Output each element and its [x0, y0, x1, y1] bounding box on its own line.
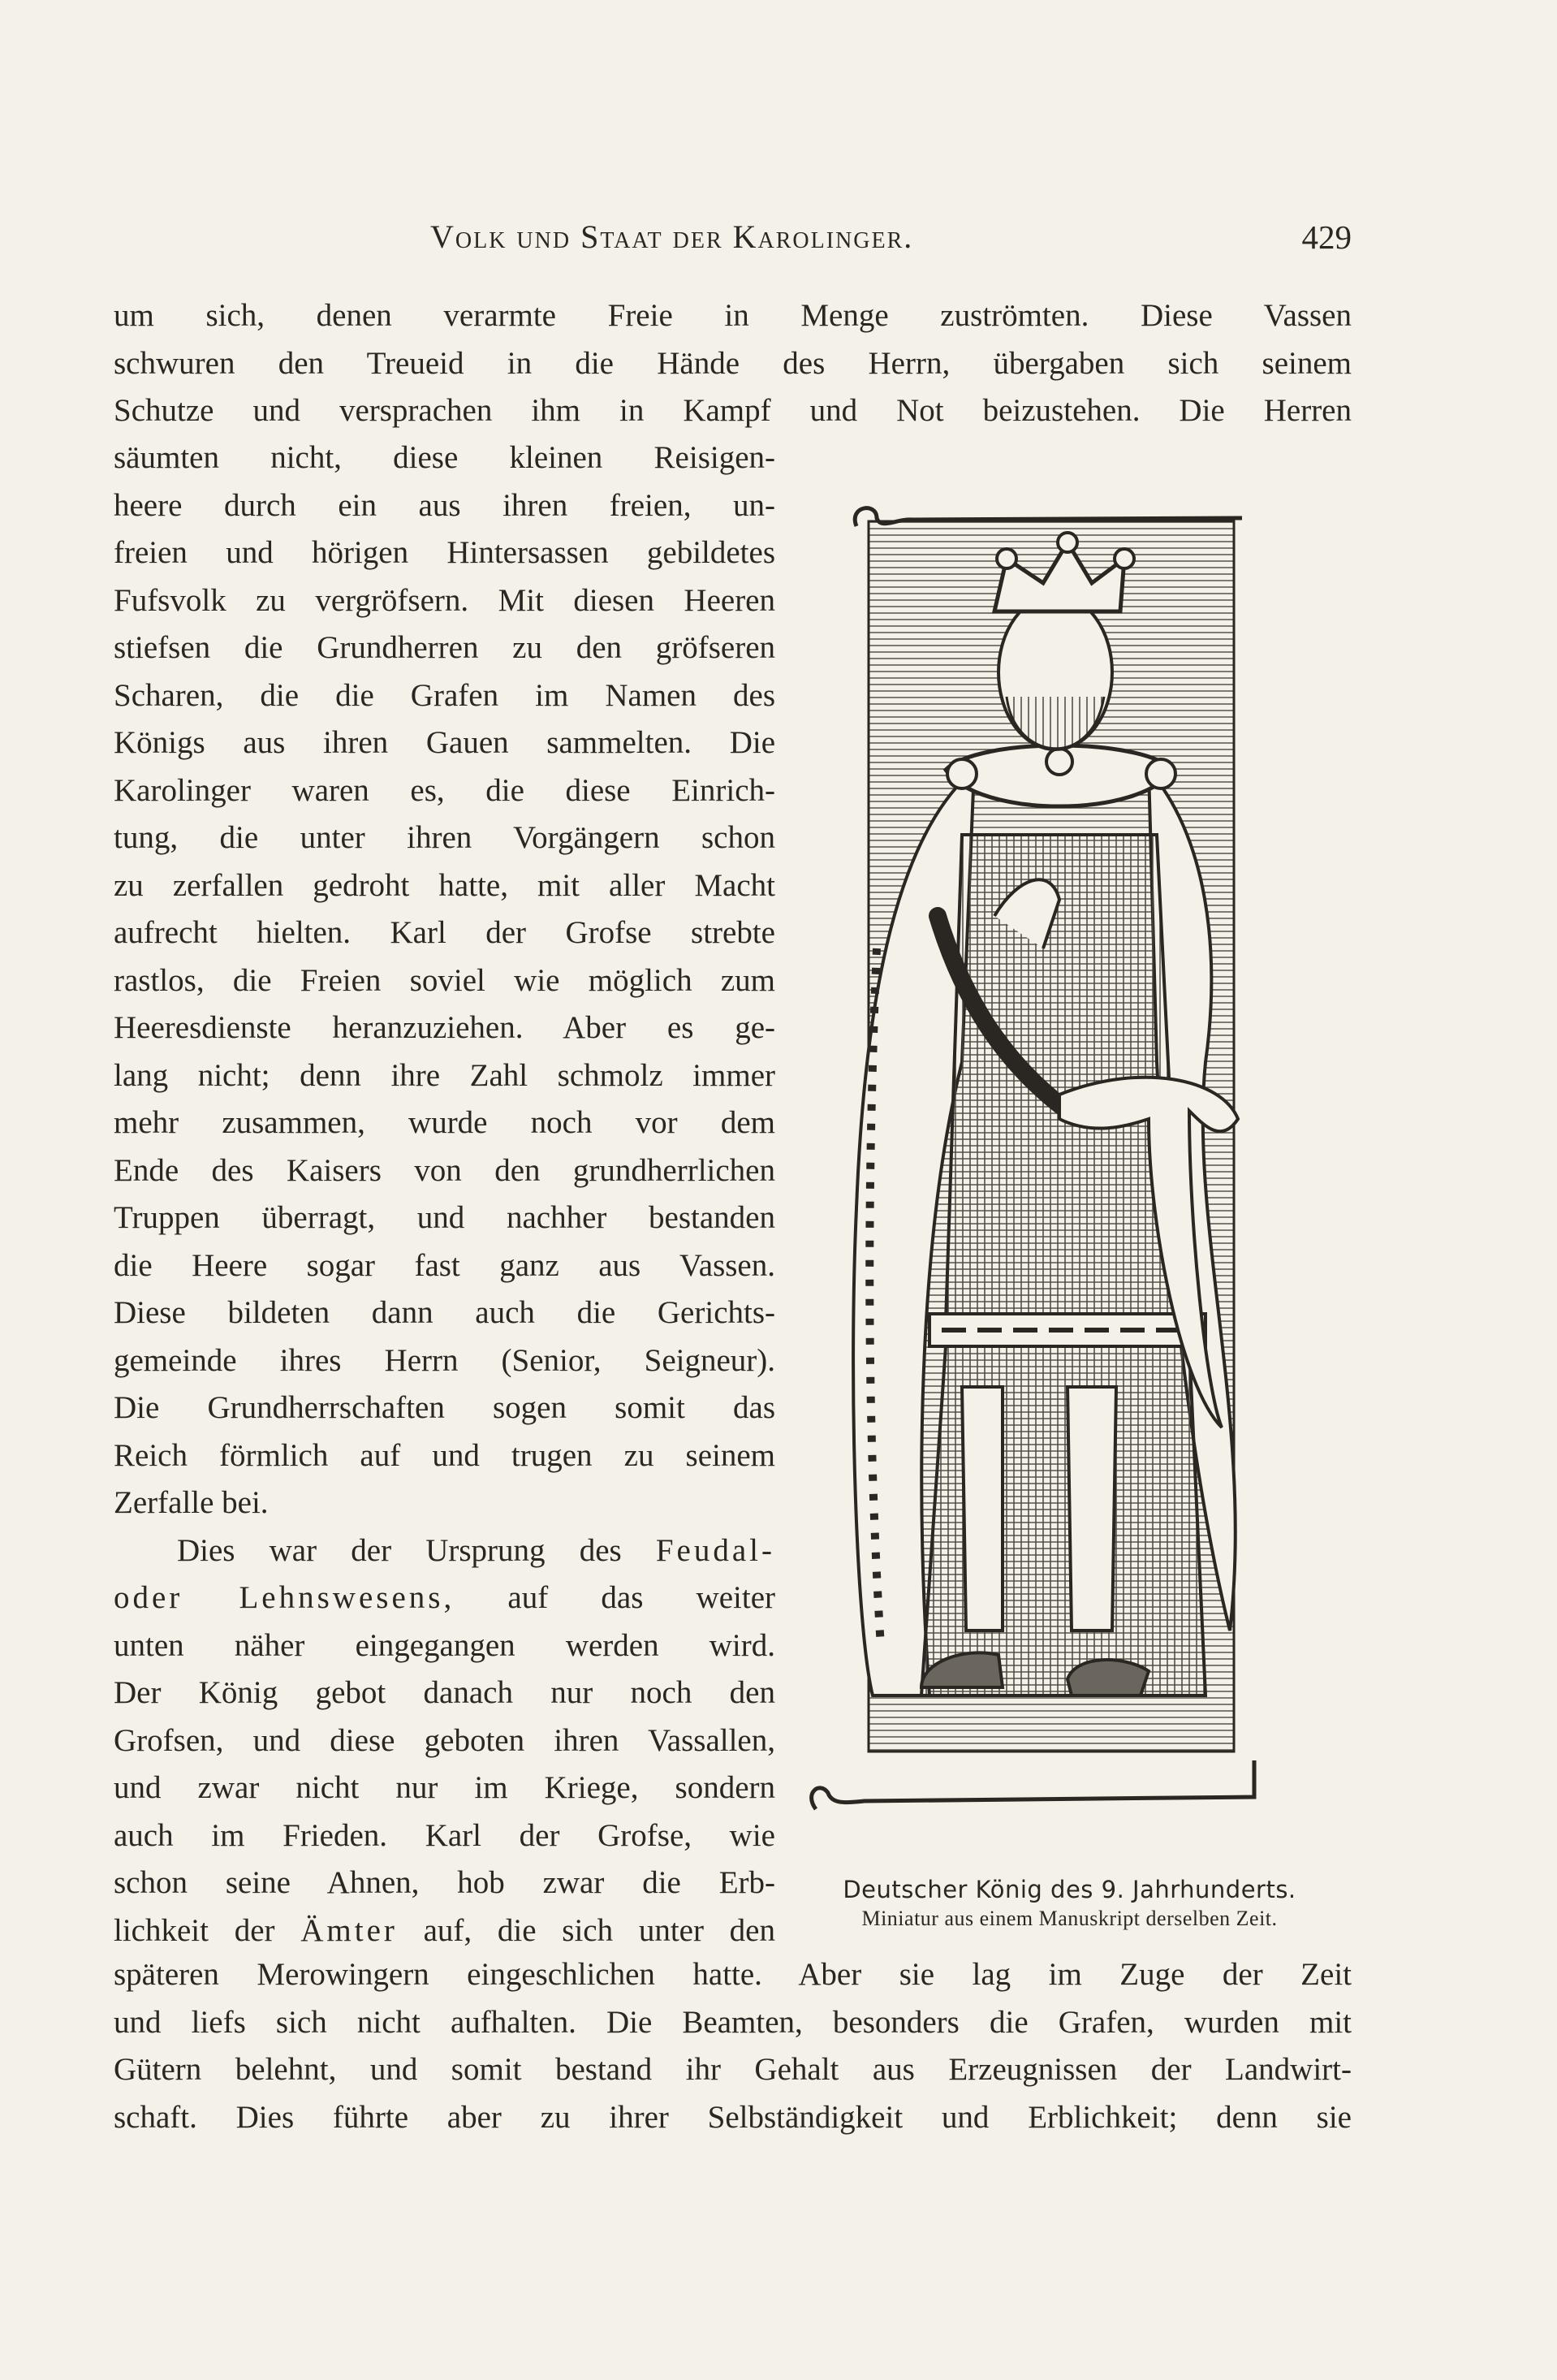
text-line: schwuren den Treueid in die Hände des Herrn, übergaben sich seinem [114, 345, 1352, 381]
text-line: schon seine Ahnen, hob zwar die Erb- [114, 1865, 775, 1900]
text-line: Karolinger waren es, die diese Einrich- [114, 772, 775, 808]
text-line: Gütern belehnt, und somit bestand ihr Gehalt aus Erzeugnissen der Landwirt- [114, 2052, 1352, 2087]
caption-source: Miniatur aus einem Manuskript derselben Zeit. [861, 1907, 1278, 1930]
text-line: späteren Merowingern eingeschlichen hatte. Aber sie lag im Zuge der Zeit [114, 1957, 1352, 1992]
running-title: Volk und Staat der Karolinger. [430, 218, 914, 255]
right-shoe [1067, 1660, 1149, 1695]
body-text-top [114, 292, 1352, 435]
page-number: 429 [1301, 218, 1352, 256]
collar-jewel-left [947, 759, 977, 788]
page-header [114, 218, 1352, 266]
king-miniature-drawing [800, 494, 1339, 1834]
text-line: schaft. Dies führte aber zu ihrer Selbständigkeit und Erblichkeit; denn sie [114, 2099, 1352, 2135]
text-line: aufrecht hielten. Karl der Grofse strebte [114, 915, 775, 950]
text-line: Die Grundherrschaften sogen somit das [114, 1390, 775, 1425]
text-line: und liefs sich nicht aufhalten. Die Beamten, besonders die Grafen, wurden mit [114, 2004, 1352, 2040]
illustration-king-miniature [800, 494, 1339, 1834]
text-line: Diese bildeten dann auch die Gerichts- [114, 1295, 775, 1330]
text-line: auch im Frieden. Karl der Grofse, wie [114, 1817, 775, 1853]
collar-jewel-right [1146, 759, 1175, 788]
text-line: Truppen überragt, und nachher bestanden [114, 1200, 775, 1235]
text-line: Der König gebot danach nur noch den [114, 1675, 775, 1710]
text-line: Schutze und versprachen ihm in Kampf und Not beizustehen. Die Herren [114, 393, 1352, 428]
emphasis-term: Ämter [300, 1912, 398, 1948]
text-line: rastlos, die Freien soviel wie möglich zum [114, 962, 775, 998]
text-line: Ende des Kaisers von den grundherrlichen [114, 1152, 775, 1188]
text-line: heere durch ein aus ihren freien, un- [114, 487, 775, 523]
text-line: um sich, denen verarmte Freie in Menge zuströmten. Diese Vassen [114, 298, 1352, 333]
collar-jewel-center [1046, 749, 1072, 775]
figure-caption [787, 1876, 1352, 1931]
left-leg [962, 1387, 1003, 1631]
crown-jewel [1115, 549, 1134, 568]
text-line: und zwar nicht nur im Kriege, sondern [114, 1770, 775, 1805]
text-line: Fufsvolk zu vergröfsern. Mit diesen Heeren [114, 582, 775, 618]
text-line: Scharen, die die Grafen im Namen des [114, 677, 775, 713]
bottom-scroll-flourish [812, 1760, 1254, 1809]
text-line: unten näher eingegangen werden wird. [114, 1627, 775, 1663]
text-line: Dies war der Ursprung des Feudal- [177, 1532, 775, 1568]
caption-title: Deutscher König des 9. Jahrhunderts. [843, 1876, 1296, 1903]
text-line: mehr zusammen, wurde noch vor dem [114, 1105, 775, 1140]
text-line: Heeresdienste heranzuziehen. Aber es ge- [114, 1010, 775, 1045]
body-text-beside-figure [114, 434, 775, 1955]
text-line: oder Lehnswesens, auf das weiter [114, 1580, 776, 1615]
emphasis-term: oder Lehnswesens, [114, 1580, 455, 1615]
text-line: lang nicht; denn ihre Zahl schmolz immer [114, 1057, 775, 1093]
right-leg [1067, 1387, 1116, 1631]
text-line: die Heere sogar fast ganz aus Vassen. [114, 1247, 775, 1283]
crown-jewel [997, 549, 1016, 568]
text-line: gemeinde ihres Herrn (Senior, Seigneur). [114, 1342, 775, 1378]
text-line: lichkeit der Ämter auf, die sich unter den [114, 1912, 775, 1948]
emphasis-term: Feudal- [655, 1532, 775, 1568]
text-line: zu zerfallen gedroht hatte, mit aller Macht [114, 867, 775, 903]
text-line: Königs aus ihren Gauen sammelten. Die [114, 725, 775, 760]
text-line: Grofsen, und diese geboten ihren Vassallen, [114, 1722, 775, 1758]
text-line: säumten nicht, diese kleinen Reisigen- [114, 440, 775, 475]
text-line: stiefsen die Grundherren zu den gröfseren [114, 630, 775, 665]
crown-jewel [1058, 533, 1077, 552]
text-line: Zerfalle bei. [114, 1485, 269, 1520]
text-line: tung, die unter ihren Vorgängern schon [114, 820, 775, 855]
text-line: freien und hörigen Hintersassen gebildetes [114, 535, 775, 570]
body-text-bottom [114, 1951, 1352, 2141]
text-line: Reich förmlich auf und trugen zu seinem [114, 1437, 775, 1473]
